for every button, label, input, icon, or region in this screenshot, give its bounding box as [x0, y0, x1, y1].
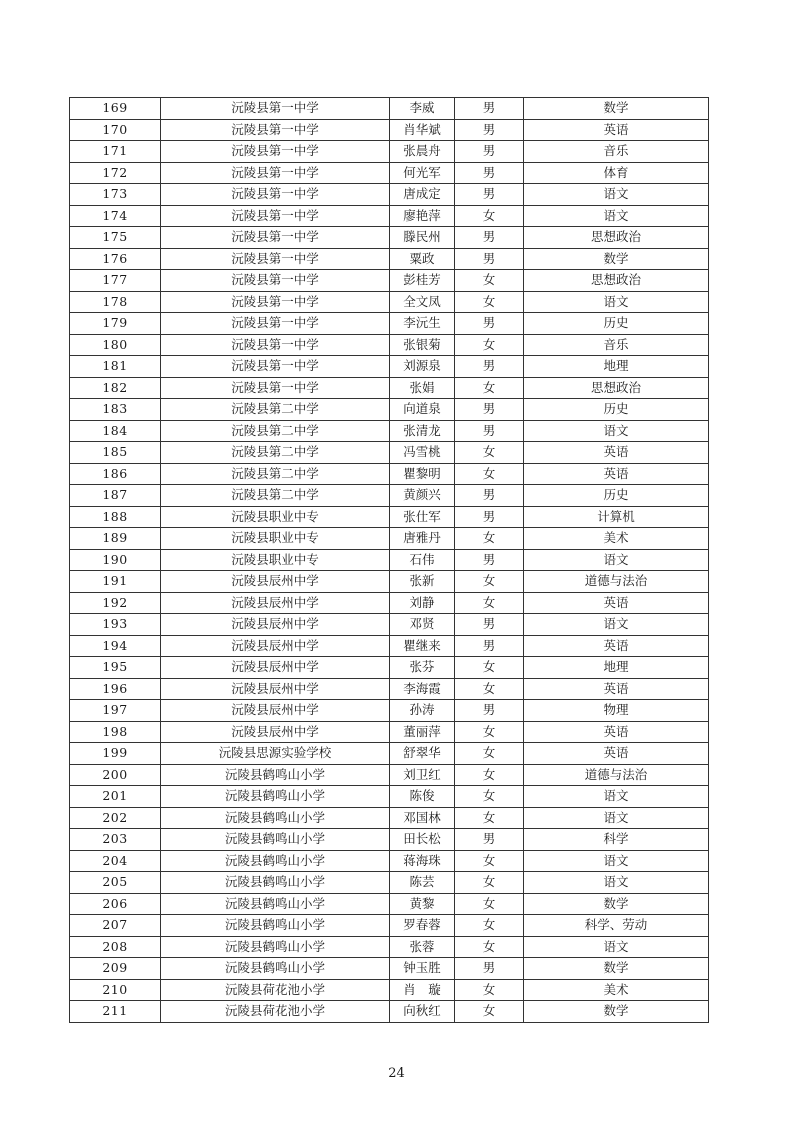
cell-subject: 道德与法治: [524, 571, 709, 593]
cell-gender: 女: [455, 936, 524, 958]
cell-number: 177: [70, 270, 161, 292]
cell-subject: 历史: [524, 485, 709, 507]
cell-teacher-name: 张清龙: [390, 420, 455, 442]
cell-number: 196: [70, 678, 161, 700]
cell-number: 210: [70, 979, 161, 1001]
cell-gender: 男: [455, 162, 524, 184]
cell-teacher-name: 李海霞: [390, 678, 455, 700]
cell-school: 沅陵县职业中专: [161, 549, 390, 571]
cell-teacher-name: 唐雅丹: [390, 528, 455, 550]
cell-subject: 美术: [524, 528, 709, 550]
cell-number: 186: [70, 463, 161, 485]
cell-school: 沅陵县第一中学: [161, 184, 390, 206]
cell-gender: 男: [455, 227, 524, 249]
cell-gender: 男: [455, 141, 524, 163]
cell-teacher-name: 黄颜兴: [390, 485, 455, 507]
cell-school: 沅陵县鹤鸣山小学: [161, 958, 390, 980]
cell-subject: 语文: [524, 291, 709, 313]
cell-number: 189: [70, 528, 161, 550]
cell-number: 192: [70, 592, 161, 614]
cell-school: 沅陵县荷花池小学: [161, 979, 390, 1001]
cell-number: 211: [70, 1001, 161, 1023]
cell-school: 沅陵县第一中学: [161, 334, 390, 356]
cell-number: 181: [70, 356, 161, 378]
cell-subject: 语文: [524, 614, 709, 636]
cell-teacher-name: 黄黎: [390, 893, 455, 915]
table-row: [70, 377, 709, 399]
table-row: [70, 98, 709, 120]
cell-gender: 男: [455, 635, 524, 657]
cell-gender: 女: [455, 893, 524, 915]
roster-table: [69, 97, 709, 1023]
cell-number: 197: [70, 700, 161, 722]
cell-subject: 思想政治: [524, 270, 709, 292]
cell-teacher-name: 廖艳萍: [390, 205, 455, 227]
cell-number: 200: [70, 764, 161, 786]
cell-school: 沅陵县鹤鸣山小学: [161, 936, 390, 958]
cell-school: 沅陵县第二中学: [161, 420, 390, 442]
cell-number: 175: [70, 227, 161, 249]
cell-subject: 英语: [524, 721, 709, 743]
cell-gender: 女: [455, 915, 524, 937]
cell-number: 209: [70, 958, 161, 980]
cell-number: 171: [70, 141, 161, 163]
cell-subject: 语文: [524, 184, 709, 206]
cell-number: 187: [70, 485, 161, 507]
cell-school: 沅陵县鹤鸣山小学: [161, 850, 390, 872]
table-row: [70, 915, 709, 937]
cell-school: 沅陵县第一中学: [161, 119, 390, 141]
cell-gender: 男: [455, 485, 524, 507]
table-row: [70, 807, 709, 829]
cell-subject: 英语: [524, 442, 709, 464]
table-row: [70, 571, 709, 593]
cell-number: 183: [70, 399, 161, 421]
cell-subject: 英语: [524, 635, 709, 657]
cell-school: 沅陵县鹤鸣山小学: [161, 807, 390, 829]
cell-number: 203: [70, 829, 161, 851]
cell-subject: 历史: [524, 313, 709, 335]
cell-number: 179: [70, 313, 161, 335]
cell-number: 194: [70, 635, 161, 657]
table-row: [70, 442, 709, 464]
cell-school: 沅陵县鹤鸣山小学: [161, 829, 390, 851]
cell-subject: 音乐: [524, 141, 709, 163]
cell-subject: 历史: [524, 399, 709, 421]
table-row: [70, 485, 709, 507]
cell-number: 178: [70, 291, 161, 313]
cell-subject: 体育: [524, 162, 709, 184]
cell-school: 沅陵县第一中学: [161, 313, 390, 335]
cell-teacher-name: 彭桂芳: [390, 270, 455, 292]
cell-number: 170: [70, 119, 161, 141]
cell-teacher-name: 陈俊: [390, 786, 455, 808]
cell-gender: 男: [455, 119, 524, 141]
cell-teacher-name: 唐成定: [390, 184, 455, 206]
cell-subject: 英语: [524, 463, 709, 485]
cell-school: 沅陵县思源实验学校: [161, 743, 390, 765]
table-row: [70, 850, 709, 872]
cell-school: 沅陵县辰州中学: [161, 657, 390, 679]
table-row: [70, 678, 709, 700]
cell-school: 沅陵县辰州中学: [161, 592, 390, 614]
cell-subject: 数学: [524, 98, 709, 120]
cell-subject: 道德与法治: [524, 764, 709, 786]
cell-number: 205: [70, 872, 161, 894]
cell-number: 202: [70, 807, 161, 829]
cell-teacher-name: 张银菊: [390, 334, 455, 356]
table-row: [70, 786, 709, 808]
cell-teacher-name: 陈芸: [390, 872, 455, 894]
cell-number: 207: [70, 915, 161, 937]
cell-gender: 男: [455, 248, 524, 270]
page-number: 24: [388, 1066, 405, 1081]
cell-gender: 女: [455, 528, 524, 550]
cell-number: 185: [70, 442, 161, 464]
cell-number: 172: [70, 162, 161, 184]
cell-gender: 男: [455, 506, 524, 528]
cell-number: 208: [70, 936, 161, 958]
cell-subject: 数学: [524, 958, 709, 980]
cell-subject: 英语: [524, 743, 709, 765]
table-row: [70, 893, 709, 915]
cell-school: 沅陵县鹤鸣山小学: [161, 786, 390, 808]
cell-gender: 女: [455, 786, 524, 808]
cell-gender: 女: [455, 1001, 524, 1023]
cell-teacher-name: 张芬: [390, 657, 455, 679]
cell-gender: 男: [455, 313, 524, 335]
cell-gender: 男: [455, 829, 524, 851]
table-row: [70, 119, 709, 141]
cell-subject: 美术: [524, 979, 709, 1001]
cell-number: 188: [70, 506, 161, 528]
table-row: [70, 463, 709, 485]
cell-school: 沅陵县鹤鸣山小学: [161, 872, 390, 894]
cell-subject: 科学: [524, 829, 709, 851]
table-row: [70, 227, 709, 249]
table-row: [70, 936, 709, 958]
cell-gender: 男: [455, 614, 524, 636]
cell-teacher-name: 张娟: [390, 377, 455, 399]
table-row: [70, 958, 709, 980]
cell-number: 184: [70, 420, 161, 442]
table-row: [70, 420, 709, 442]
cell-teacher-name: 刘源泉: [390, 356, 455, 378]
cell-school: 沅陵县职业中专: [161, 506, 390, 528]
cell-subject: 英语: [524, 119, 709, 141]
cell-school: 沅陵县第一中学: [161, 141, 390, 163]
cell-teacher-name: 何光军: [390, 162, 455, 184]
cell-teacher-name: 瞿黎明: [390, 463, 455, 485]
cell-school: 沅陵县辰州中学: [161, 635, 390, 657]
table-row: [70, 399, 709, 421]
cell-gender: 女: [455, 678, 524, 700]
roster-table-body: [70, 98, 709, 1023]
cell-school: 沅陵县第一中学: [161, 356, 390, 378]
cell-subject: 数学: [524, 893, 709, 915]
cell-teacher-name: 粟政: [390, 248, 455, 270]
cell-gender: 女: [455, 377, 524, 399]
cell-gender: 女: [455, 334, 524, 356]
cell-number: 173: [70, 184, 161, 206]
cell-school: 沅陵县第二中学: [161, 485, 390, 507]
cell-school: 沅陵县第二中学: [161, 399, 390, 421]
table-row: [70, 979, 709, 1001]
cell-number: 193: [70, 614, 161, 636]
cell-gender: 男: [455, 356, 524, 378]
cell-teacher-name: 肖 璇: [390, 979, 455, 1001]
cell-gender: 男: [455, 958, 524, 980]
cell-subject: 物理: [524, 700, 709, 722]
table-row: [70, 700, 709, 722]
cell-subject: 地理: [524, 657, 709, 679]
cell-teacher-name: 石伟: [390, 549, 455, 571]
cell-gender: 男: [455, 549, 524, 571]
cell-school: 沅陵县第一中学: [161, 377, 390, 399]
cell-teacher-name: 张晨舟: [390, 141, 455, 163]
cell-subject: 英语: [524, 678, 709, 700]
cell-school: 沅陵县第一中学: [161, 205, 390, 227]
cell-school: 沅陵县第一中学: [161, 291, 390, 313]
cell-subject: 思想政治: [524, 377, 709, 399]
cell-number: 204: [70, 850, 161, 872]
cell-gender: 女: [455, 743, 524, 765]
cell-teacher-name: 肖华斌: [390, 119, 455, 141]
cell-number: 206: [70, 893, 161, 915]
cell-teacher-name: 张蓉: [390, 936, 455, 958]
cell-gender: 女: [455, 571, 524, 593]
cell-gender: 男: [455, 700, 524, 722]
cell-subject: 思想政治: [524, 227, 709, 249]
cell-number: 180: [70, 334, 161, 356]
table-row: [70, 549, 709, 571]
table-row: [70, 162, 709, 184]
cell-school: 沅陵县第一中学: [161, 248, 390, 270]
cell-subject: 语文: [524, 807, 709, 829]
cell-subject: 语文: [524, 549, 709, 571]
table-row: [70, 872, 709, 894]
cell-number: 176: [70, 248, 161, 270]
table-row: [70, 313, 709, 335]
cell-gender: 女: [455, 291, 524, 313]
cell-gender: 女: [455, 463, 524, 485]
cell-number: 169: [70, 98, 161, 120]
cell-gender: 女: [455, 979, 524, 1001]
cell-school: 沅陵县第一中学: [161, 98, 390, 120]
cell-teacher-name: 孙涛: [390, 700, 455, 722]
cell-number: 191: [70, 571, 161, 593]
cell-subject: 语文: [524, 205, 709, 227]
cell-teacher-name: 冯雪桃: [390, 442, 455, 464]
table-row: [70, 506, 709, 528]
cell-number: 199: [70, 743, 161, 765]
table-row: [70, 356, 709, 378]
table-row: [70, 592, 709, 614]
cell-gender: 男: [455, 420, 524, 442]
table-row: [70, 829, 709, 851]
cell-teacher-name: 刘卫红: [390, 764, 455, 786]
cell-number: 182: [70, 377, 161, 399]
cell-subject: 语文: [524, 420, 709, 442]
cell-teacher-name: 张新: [390, 571, 455, 593]
cell-gender: 女: [455, 764, 524, 786]
cell-subject: 地理: [524, 356, 709, 378]
cell-school: 沅陵县辰州中学: [161, 614, 390, 636]
cell-school: 沅陵县鹤鸣山小学: [161, 764, 390, 786]
cell-teacher-name: 全文凤: [390, 291, 455, 313]
cell-gender: 女: [455, 850, 524, 872]
table-row: [70, 1001, 709, 1023]
cell-teacher-name: 张仕军: [390, 506, 455, 528]
cell-teacher-name: 李沅生: [390, 313, 455, 335]
table-row: [70, 635, 709, 657]
cell-teacher-name: 邓国林: [390, 807, 455, 829]
table-row: [70, 721, 709, 743]
table-row: [70, 184, 709, 206]
cell-gender: 女: [455, 721, 524, 743]
cell-teacher-name: 刘静: [390, 592, 455, 614]
cell-gender: 女: [455, 270, 524, 292]
cell-gender: 女: [455, 657, 524, 679]
cell-school: 沅陵县辰州中学: [161, 700, 390, 722]
cell-gender: 女: [455, 807, 524, 829]
cell-school: 沅陵县第一中学: [161, 162, 390, 184]
cell-teacher-name: 向道泉: [390, 399, 455, 421]
cell-number: 201: [70, 786, 161, 808]
cell-subject: 数学: [524, 248, 709, 270]
cell-number: 174: [70, 205, 161, 227]
cell-school: 沅陵县鹤鸣山小学: [161, 915, 390, 937]
cell-teacher-name: 滕民州: [390, 227, 455, 249]
cell-subject: 英语: [524, 592, 709, 614]
cell-teacher-name: 舒翠华: [390, 743, 455, 765]
cell-subject: 语文: [524, 936, 709, 958]
table-row: [70, 248, 709, 270]
table-row: [70, 743, 709, 765]
cell-teacher-name: 罗春蓉: [390, 915, 455, 937]
cell-school: 沅陵县荷花池小学: [161, 1001, 390, 1023]
cell-teacher-name: 田长松: [390, 829, 455, 851]
table-row: [70, 141, 709, 163]
cell-school: 沅陵县第一中学: [161, 227, 390, 249]
cell-number: 190: [70, 549, 161, 571]
cell-gender: 男: [455, 98, 524, 120]
table-row: [70, 205, 709, 227]
cell-teacher-name: 董丽萍: [390, 721, 455, 743]
cell-gender: 男: [455, 399, 524, 421]
cell-subject: 语文: [524, 850, 709, 872]
cell-number: 198: [70, 721, 161, 743]
table-row: [70, 657, 709, 679]
cell-subject: 语文: [524, 872, 709, 894]
cell-gender: 女: [455, 872, 524, 894]
cell-school: 沅陵县辰州中学: [161, 678, 390, 700]
cell-school: 沅陵县辰州中学: [161, 721, 390, 743]
table-row: [70, 270, 709, 292]
table-row: [70, 291, 709, 313]
cell-school: 沅陵县职业中专: [161, 528, 390, 550]
cell-number: 195: [70, 657, 161, 679]
cell-gender: 女: [455, 442, 524, 464]
cell-subject: 数学: [524, 1001, 709, 1023]
cell-gender: 男: [455, 184, 524, 206]
cell-school: 沅陵县鹤鸣山小学: [161, 893, 390, 915]
table-row: [70, 528, 709, 550]
cell-teacher-name: 钟玉胜: [390, 958, 455, 980]
table-row: [70, 614, 709, 636]
cell-school: 沅陵县第一中学: [161, 270, 390, 292]
cell-subject: 音乐: [524, 334, 709, 356]
cell-school: 沅陵县第二中学: [161, 463, 390, 485]
cell-teacher-name: 李威: [390, 98, 455, 120]
cell-teacher-name: 邓贤: [390, 614, 455, 636]
cell-teacher-name: 蒋海珠: [390, 850, 455, 872]
cell-school: 沅陵县辰州中学: [161, 571, 390, 593]
cell-gender: 女: [455, 205, 524, 227]
cell-gender: 女: [455, 592, 524, 614]
cell-teacher-name: 向秋红: [390, 1001, 455, 1023]
cell-subject: 计算机: [524, 506, 709, 528]
cell-school: 沅陵县第二中学: [161, 442, 390, 464]
table-row: [70, 764, 709, 786]
cell-teacher-name: 瞿继来: [390, 635, 455, 657]
table-row: [70, 334, 709, 356]
cell-subject: 语文: [524, 786, 709, 808]
cell-subject: 科学、劳动: [524, 915, 709, 937]
